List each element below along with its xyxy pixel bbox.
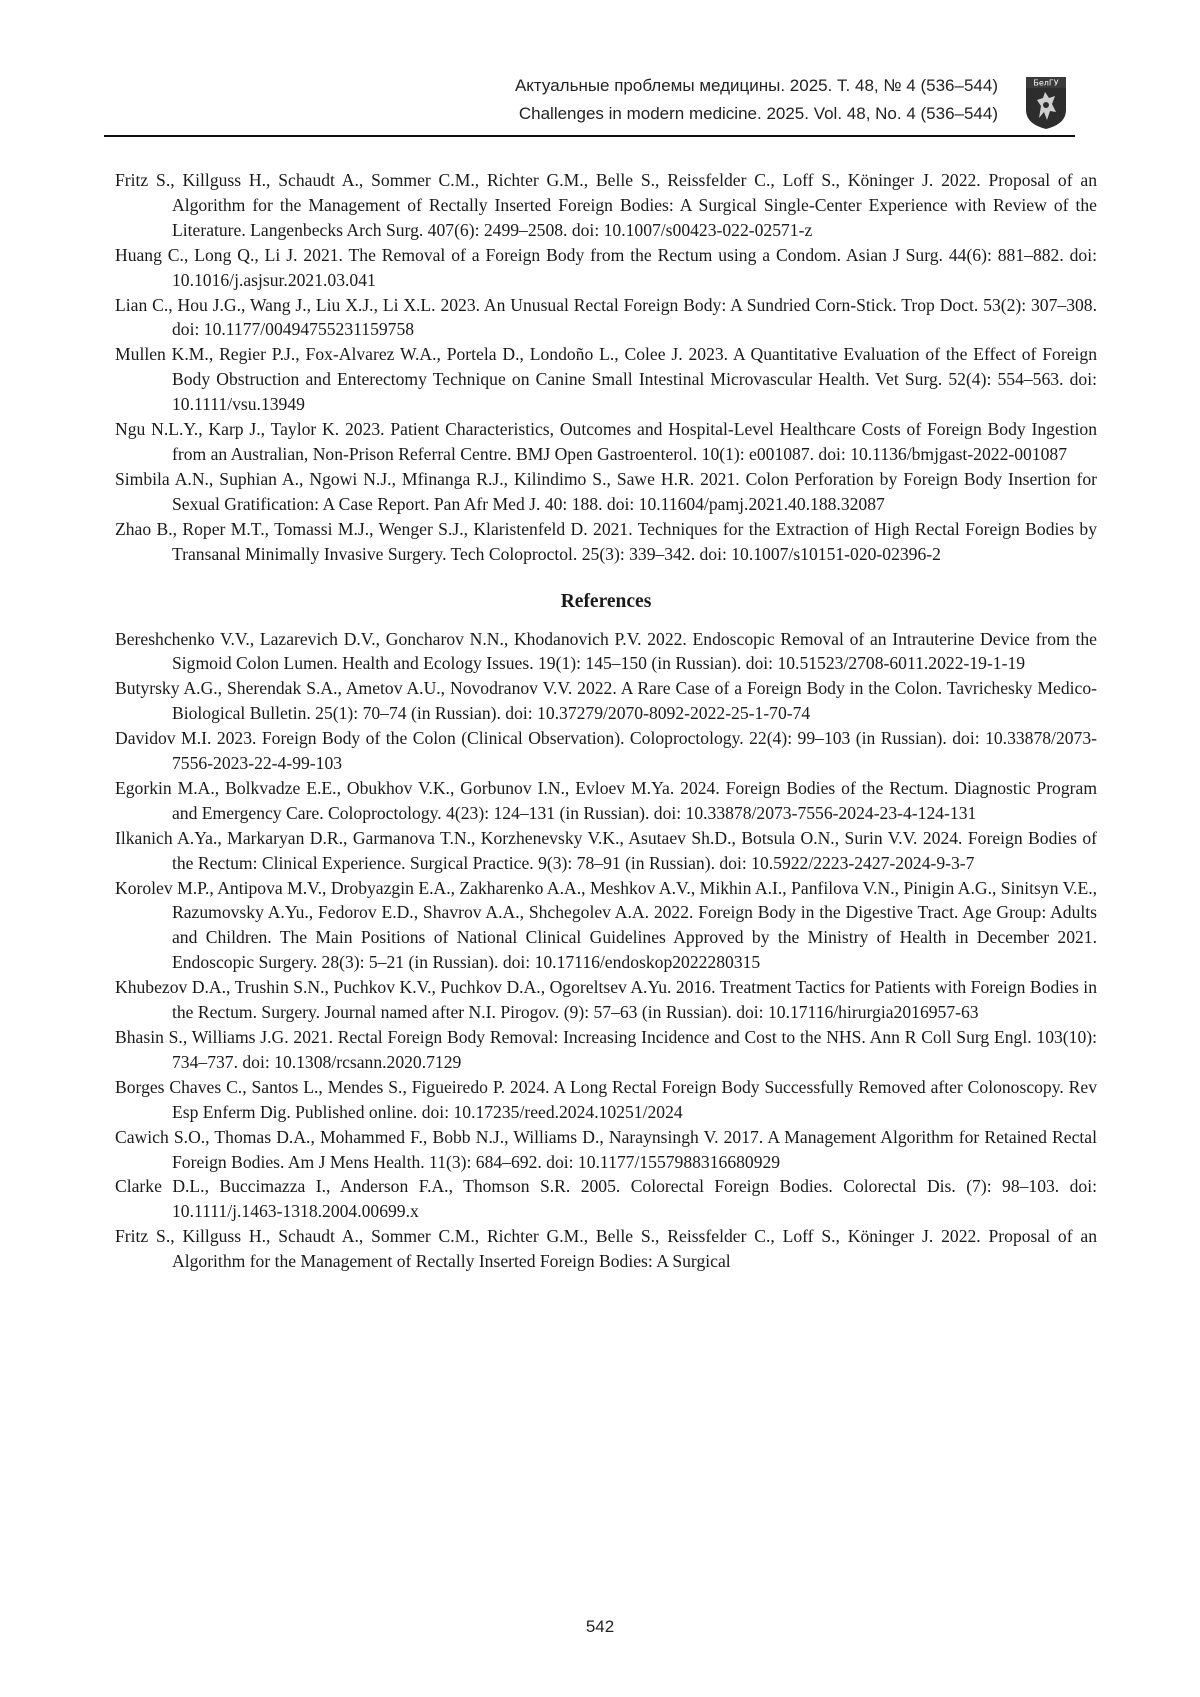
reference-list-top [115,168,1097,567]
journal-line-en: Challenges in modern medicine. 2025. Vol. 48, No. 4 (536–544) [518,104,998,123]
university-logo [1025,76,1067,130]
reference-item: Butyrsky A.G., Sherendak S.A., Ametov A.U., Novodranov V.V. 2022. A Rare Case of a Foreign Body in the Colon. Tavrichesky Medico-Biological Bulletin. 25(1): 70–74 (in Russian). doi: 10.37279/2070-8092-2022-25-1-70-74 [115,678,1097,724]
page-number: 542 [585,1617,615,1636]
reference-item: Zhao B., Roper M.T., Tomassi M.J., Wenger S.J., Klaristenfeld D. 2021. Techniques for the Extraction of High Rectal Foreign Bodies by Transanal Minimally Invasive Surgery. Tech Coloproctol. 25(3): 339–342. doi: 10.1007/s10151-020-02396-2 [115,518,1097,564]
journal-citation [515,72,998,128]
reference-item: Ngu N.L.Y., Karp J., Taylor K. 2023. Patient Characteristics, Outcomes and Hospital-Level Healthcare Costs of Foreign Body Ingestion from an Australian, Non-Prison Referral Centre. BMJ Open Gastroenterol. 10(1): e001087. doi: 10.1136/bmjgast-2022-001087 [115,419,1097,464]
reference-item: Bhasin S., Williams J.G. 2021. Rectal Foreign Body Removal: Increasing Incidence and Cost to the NHS. Ann R Coll Surg Engl. 103(10): 734–737. doi: 10.1308/rcsann.2020.7129 [115,1027,1097,1072]
references-heading: References [560,590,652,612]
reference-item: Lian C., Hou J.G., Wang J., Liu X.J., Li X.L. 2023. An Unusual Rectal Foreign Body: A Sundried Corn-Stick. Trop Doct. 53(2): 307–308. doi: 10.1177/00494755231159758 [115,294,1097,340]
references-block [115,168,1097,1274]
reference-item: Clarke D.L., Buccimazza I., Anderson F.A., Thomson S.R. 2005. Colorectal Foreign Bodies. Colorectal Dis. (7): 98–103. doi: 10.1111/j.1463-1318.2004.00699.x [115,1176,1097,1222]
reference-item: Bereshchenko V.V., Lazarevich D.V., Goncharov N.N., Khodanovich P.V. 2022. Endoscopic Removal of an Intrauterine Device from the Sigmoid Colon Lumen. Health and Ecology Issues. 19(1): 145–150 (in Russian). doi: 10.51523/2708-6011.2022-19-1-19 [115,628,1097,674]
reference-item: Egorkin M.A., Bolkvadze E.E., Obukhov V.K., Gorbunov I.N., Evloev M.Ya. 2024. Foreign Bodies of the Rectum. Diagnostic Program and Emergency Care. Coloproctology. 4(23): 124–131 (in Russian). doi: 10.33878/2073-7556-2024-23-4-124-131 [115,777,1097,823]
reference-item: Fritz S., Killguss H., Schaudt A., Sommer C.M., Richter G.M., Belle S., Reissfelder C., Loff S., Köninger J. 2022. Proposal of an Algorithm for the Management of Rectally Inserted Foreign Bodies: A Surgical Single-Center Experience with Review of the Literature. Langenbecks Arch Surg. 407(6): 2499–2508. doi: 10.1007/s00423-022-02571-z [115,170,1097,240]
logo-text: БелГУ [1033,78,1059,88]
reference-item: Cawich S.O., Thomas D.A., Mohammed F., Bobb N.J., Williams D., Naraynsingh V. 2017. A Management Algorithm for Retained Rectal Foreign Bodies. Am J Mens Health. 11(3): 684–692. doi: 10.1177/1557988316680929 [115,1126,1097,1172]
reference-list [115,627,1097,1275]
journal-line-ru: Актуальные проблемы медицины. 2025. Т. 48, № 4 (536–544) [514,76,998,95]
reference-item: Huang C., Long Q., Li J. 2021. The Removal of a Foreign Body from the Rectum using a Condom. Asian J Surg. 44(6): 881–882. doi: 10.1016/j.asjsur.2021.03.041 [115,244,1097,290]
reference-item: Ilkanich A.Ya., Markaryan D.R., Garmanova T.N., Korzhenevsky V.K., Asutaev Sh.D., Botsula O.N., Surin V.V. 2024. Foreign Bodies of the Rectum: Clinical Experience. Surgical Practice. 9(3): 78–91 (in Russian). doi: 10.5922/2223-2427-2024-9-3-7 [115,827,1097,873]
reference-item: Korolev M.P., Antipova M.V., Drobyazgin E.A., Zakharenko A.A., Meshkov A.V., Mikhin A.I., Panfilova V.N., Pinigin A.G., Sinitsyn V.E., Razumovsky A.Yu., Fedorov E.D., Shavrov A.A., Shchegolev A.A. 2022. Foreign Body in the Digestive Tract. Age Group: Adults and Children. The Main Positions of National Clinical Guidelines Approved by the Ministry of Health in December 2021. Endoscopic Surgery. 28(3): 5–21 (in Russian). doi: 10.17116/endoskop2022280315 [115,877,1097,973]
reference-item: Khubezov D.A., Trushin S.N., Puchkov K.V., Puchkov D.A., Ogoreltsev A.Yu. 2016. Treatment Tactics for Patients with Foreign Bodies in the Rectum. Surgery. Journal named after N.I. Pirogov. (9): 57–63 (in Russian). doi: 10.17116/hirurgia2016957-63 [115,977,1097,1023]
reference-item: Simbila A.N., Suphian A., Ngowi N.J., Mfinanga R.J., Kilindimo S., Sawe H.R. 2021. Colon Perforation by Foreign Body Insertion for Sexual Gratification: A Case Report. Pan Afr Med J. 40: 188. doi: 10.11604/pamj.2021.40.188.32087 [115,468,1097,514]
reference-item: Fritz S., Killguss H., Schaudt A., Sommer C.M., Richter G.M., Belle S., Reissfelder C., Loff S., Köninger J. 2022. Proposal of an Algorithm for the Management of Rectally Inserted Foreign Bodies: A Surgical [115,1226,1097,1272]
header-rule [104,135,1075,137]
page-header [104,66,1075,138]
reference-item: Mullen K.M., Regier P.J., Fox-Alvarez W.A., Portela D., Londoño L., Colee J. 2023. A Quantitative Evaluation of the Effect of Foreign Body Obstruction and Enterectomy Technique on Canine Small Intestinal Microvascular Health. Vet Surg. 52(4): 554–563. doi: 10.1111/vsu.13949 [115,344,1097,415]
reference-item: Davidov M.I. 2023. Foreign Body of the Colon (Clinical Observation). Coloproctology. 22(4): 99–103 (in Russian). doi: 10.33878/2073-7556-2023-22-4-99-103 [115,728,1097,774]
reference-item: Borges Chaves C., Santos L., Mendes S., Figueiredo P. 2024. A Long Rectal Foreign Body Successfully Removed after Colonoscopy. Rev Esp Enferm Dig. Published online. doi: 10.17235/reed.2024.10251/2024 [115,1076,1097,1122]
